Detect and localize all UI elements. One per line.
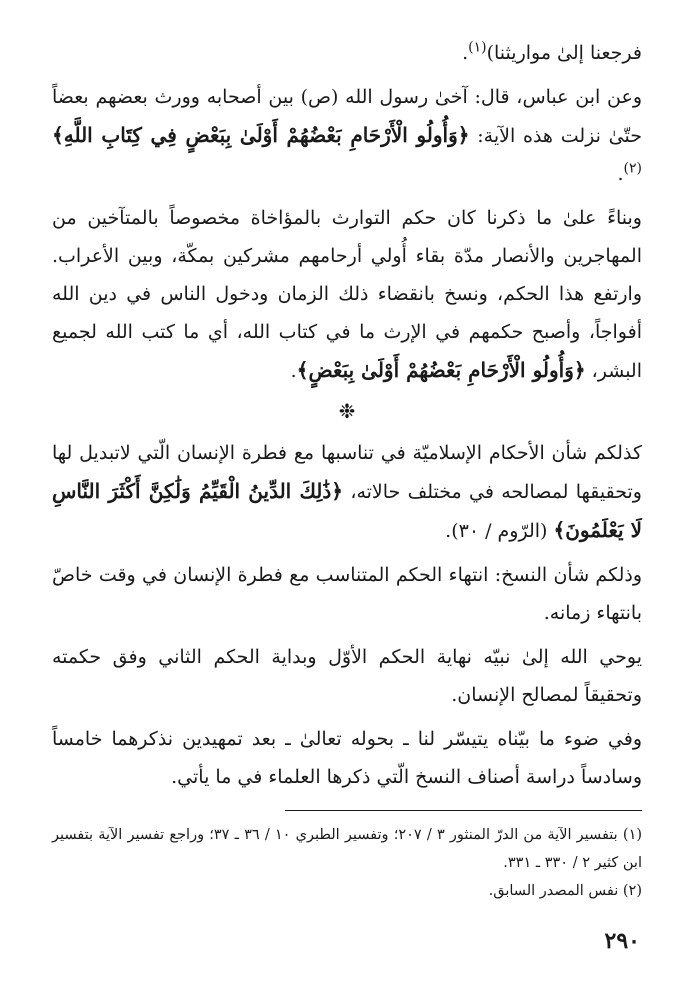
paragraph-4-text: كذلكم شأن الأحكام الإسلاميّة في تناسبها مع فطرة الإنسان الّتي لاتبديل لها وتحقيقها لمصالحه في مختلف حالاته، — [52, 442, 642, 503]
paragraph-7-text: وفي ضوء ما بيّناه يتيسّر لنا ـ بحوله تعالىٰ ـ بعد تمهيدين نذكرهما خامساً وسادساً دراسة أصناف النسخ الّتي ذكرها العلماء في ما يأتي. — [52, 728, 642, 788]
paragraph-4 — [52, 434, 642, 550]
paragraph-6-text: يوحي الله إلىٰ نبيّه نهاية الحكم الأوّل وبداية الحكم الثاني وفق حكمته وتحقيقاً لمصالح الإنسان. — [52, 646, 642, 706]
footnote-ref-1[interactable]: (١) — [468, 39, 487, 56]
quran-verse-2: ﴿وَأُولُو الْأَرْحَامِ بَعْضُهُمْ أَوْلَىٰ بِبَعْضٍ﴾ — [296, 358, 586, 382]
footnote-ref-2[interactable]: (٢) — [623, 160, 642, 177]
quran-verse-3: ﴿ذَٰلِكَ الدِّينُ الْقَيِّمُ وَلَٰكِنَّ أَكْثَرَ النَّاسِ لَا يَعْلَمُونَ﴾ — [52, 479, 642, 542]
paragraph-3-text: وبناءً علىٰ ما ذكرنا كان حكم التوارث بالمؤاخاة مخصوصاً بالمتآخين من المهاجرين والأنصار مدّة بقاء أُولي أرحامهم مشركين بمكّة، وبين الأعراب. وارتفع هذا الحكم، ونسخ بانقضاء ذلك الزمان ودخول الناس في دين الله أفواجاً، وأصبح حكمهم في الإرث ما في كتاب الله، أي ما كتب الله لجميع البشر، — [52, 207, 642, 382]
paragraph-7 — [52, 720, 642, 796]
paragraph-3-end: . — [290, 360, 297, 382]
page-number: ٢٩٠ — [604, 928, 640, 954]
paragraph-4-citation: (الرّوم / ٣٠). — [445, 520, 554, 542]
section-separator-icon: ❉ — [338, 399, 356, 423]
paragraph-2 — [52, 78, 642, 193]
footnote-2: (٢) نفس المصدر السابق. — [488, 883, 642, 899]
paragraph-1-end: . — [462, 42, 469, 64]
quran-verse-1: ﴿وَأُولُو الْأَرْحَامِ بَعْضُهُمْ أَوْلَىٰ بِبَعْضٍ فِي كِتَابِ اللَّهِ﴾ — [52, 123, 470, 147]
paragraph-2-text: وعن ابن عباس، قال: آخىٰ رسول الله (ص) بين أصحابه وورث بعضهم بعضاً حتّىٰ نزلت هذه الآية: — [52, 86, 642, 147]
paragraph-1-text: فرجعنا إلىٰ مواريثنا) — [486, 42, 642, 64]
paragraph-5 — [52, 556, 642, 632]
paragraph-5-text: وذلكم شأن النسخ: انتهاء الحكم المتناسب مع فطرة الإنسان في وقت خاصّ بانتهاء زمانه. — [52, 564, 642, 624]
footnote-1: (١) بتفسير الآية من الدرّ المنثور ٣ / ٢٠٧؛ وتفسير الطبري ١٠ / ٣٦ ـ ٣٧؛ وراجع تفسير الآية بتفسير ابن كثير ٢ / ٣٣٠ ـ ٣٣١. — [52, 827, 643, 871]
paragraph-1 — [52, 34, 642, 72]
paragraph-6 — [52, 638, 642, 714]
paragraph-2-end: . — [617, 163, 624, 185]
paragraph-3 — [52, 199, 642, 390]
footnote-divider — [285, 810, 642, 811]
